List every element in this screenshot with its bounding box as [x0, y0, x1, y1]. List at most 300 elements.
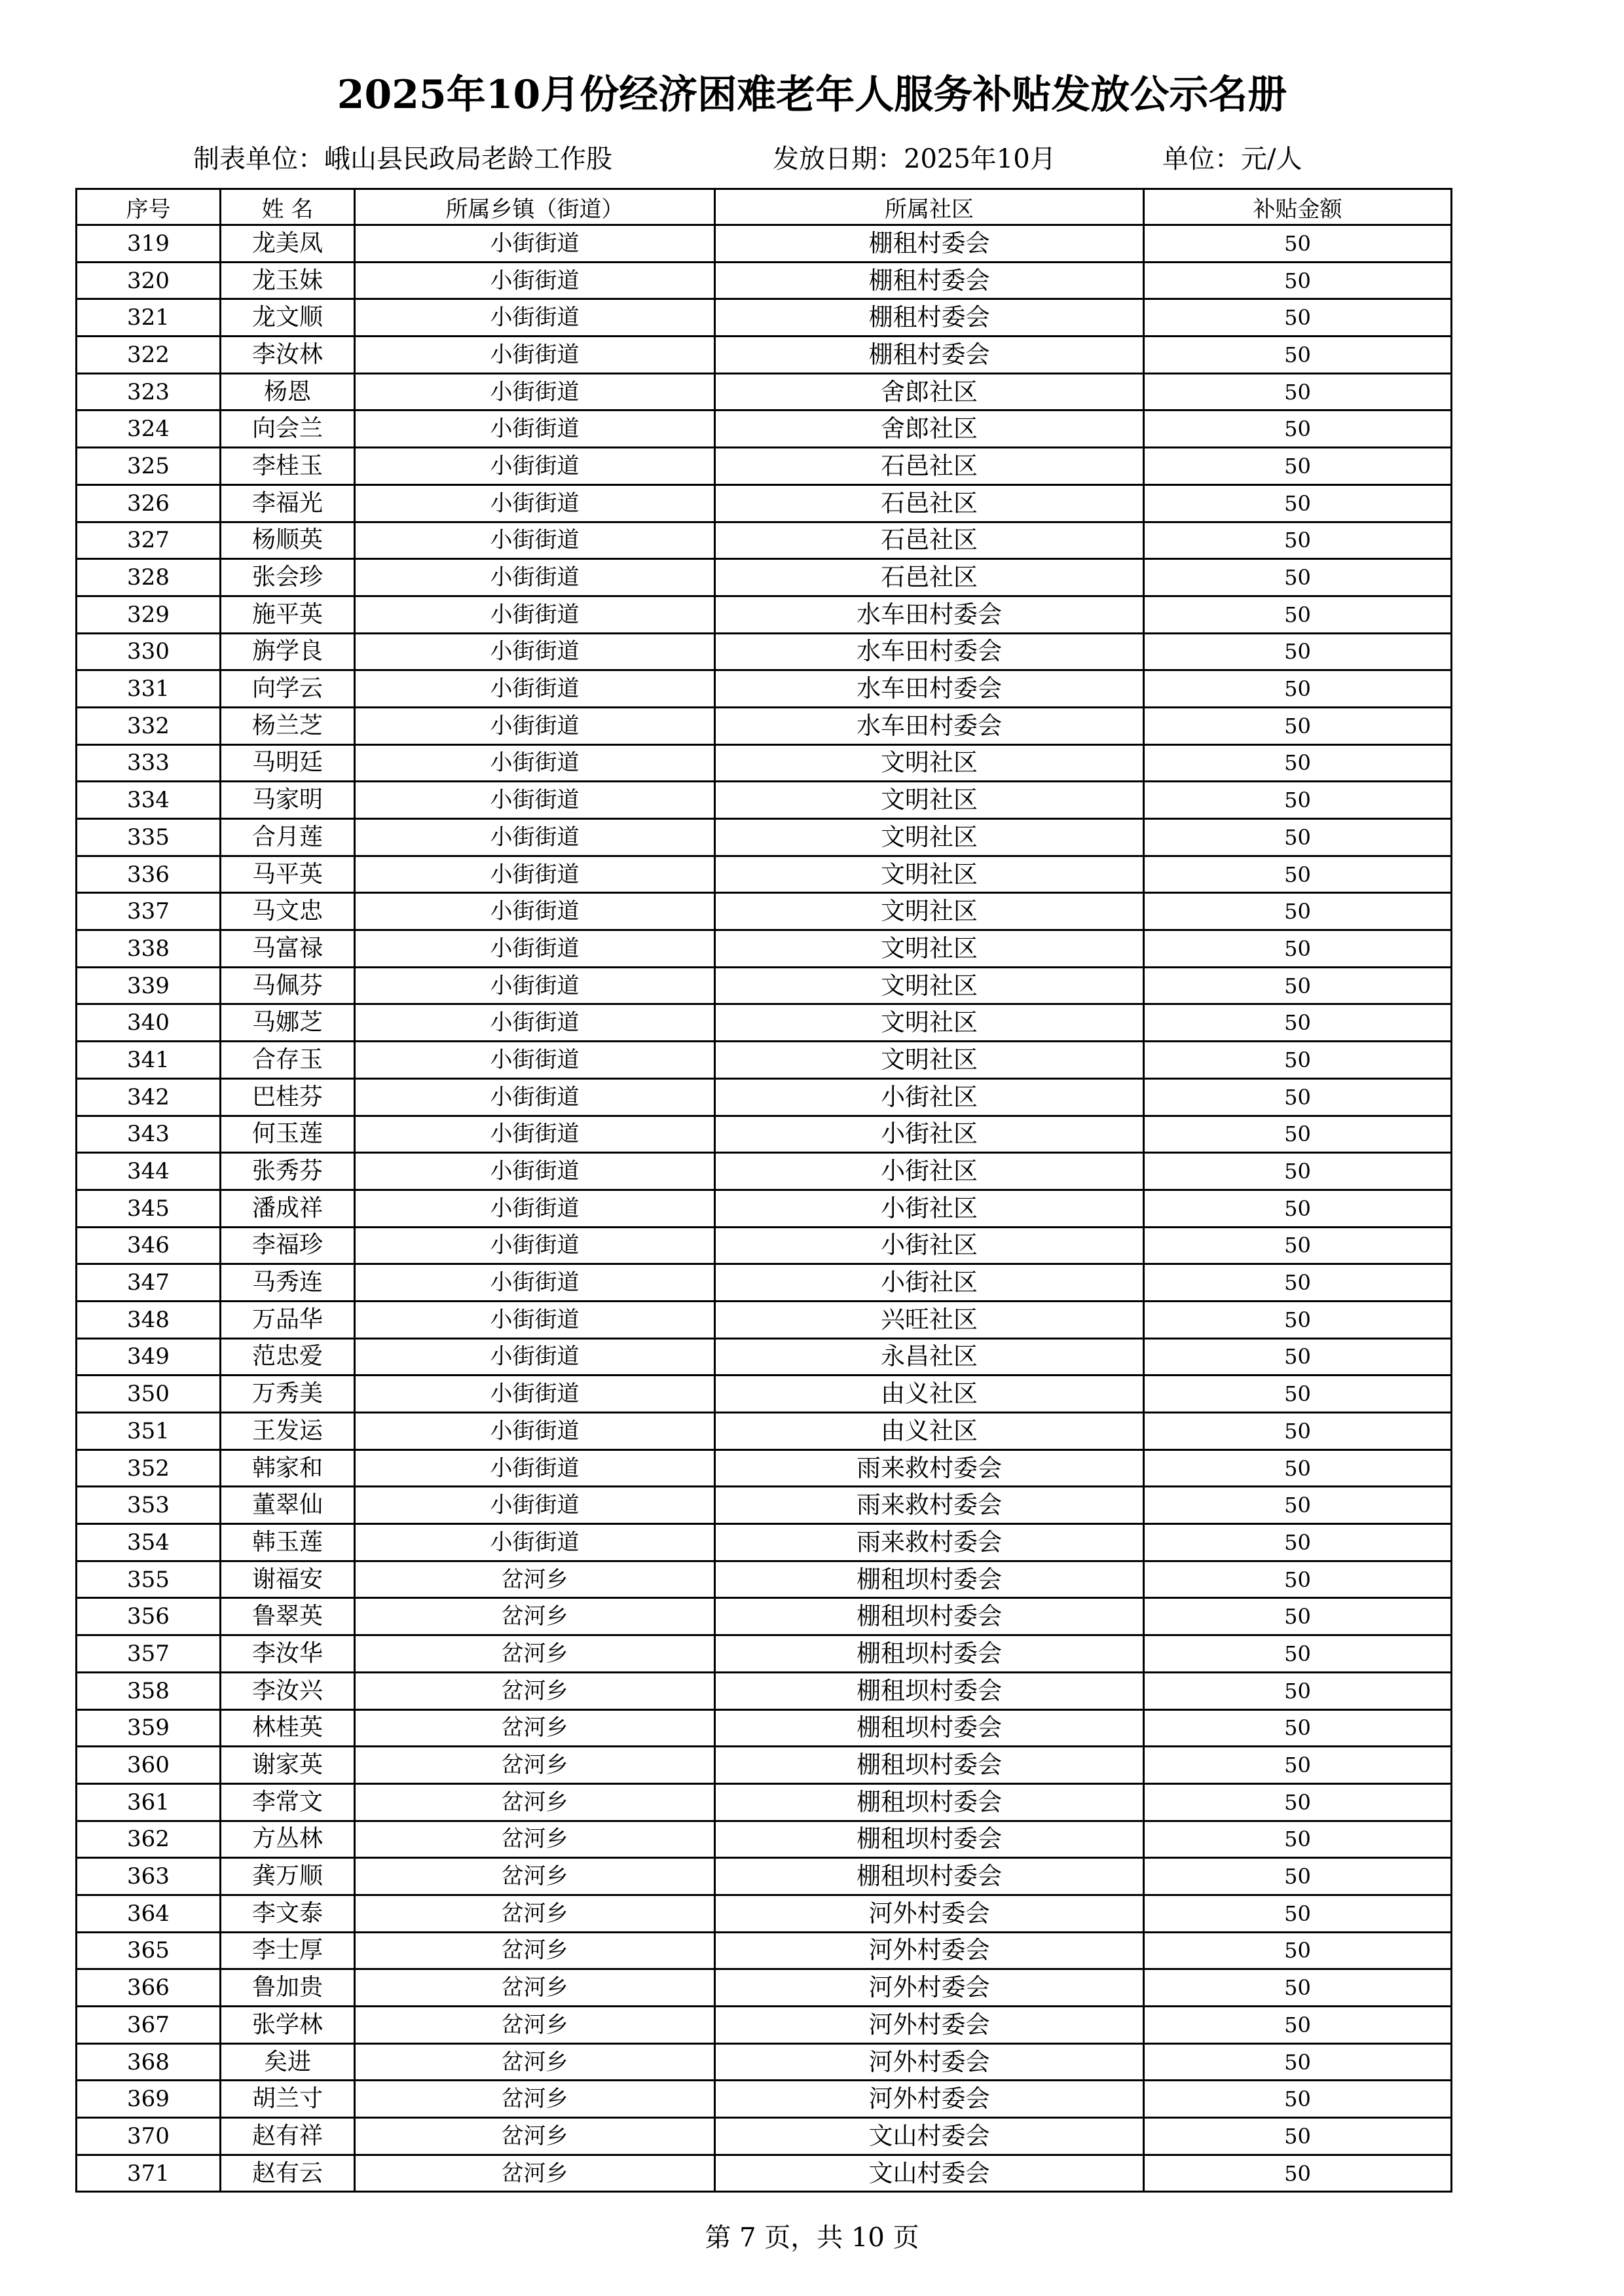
- amount-cell: 50: [1144, 1524, 1452, 1561]
- table-row: [77, 1524, 1452, 1561]
- amount-cell: 50: [1144, 1895, 1452, 1932]
- serial-cell: 339: [77, 967, 221, 1004]
- amount-cell: 50: [1144, 337, 1452, 374]
- amount-cell: 50: [1144, 707, 1452, 744]
- serial-cell: 363: [77, 1858, 221, 1895]
- amount-cell: 50: [1144, 1153, 1452, 1190]
- name-cell: 矣进: [221, 2043, 355, 2081]
- serial-cell: 324: [77, 410, 221, 448]
- township-cell: 小街街道: [355, 559, 715, 596]
- community-cell: 水车田村委会: [715, 596, 1144, 633]
- serial-cell: 368: [77, 2043, 221, 2081]
- community-cell: 棚租村委会: [715, 262, 1144, 299]
- township-cell: 小街街道: [355, 1376, 715, 1413]
- community-cell: 文明社区: [715, 744, 1144, 782]
- issuing-unit: 制表单位：峨山县民政局老龄工作股: [193, 144, 612, 174]
- community-cell: 文明社区: [715, 1042, 1144, 1079]
- community-cell: 棚租村委会: [715, 337, 1144, 374]
- community-cell: 小街社区: [715, 1190, 1144, 1227]
- township-cell: 岔河乡: [355, 1561, 715, 1598]
- name-cell: 李文泰: [221, 1895, 355, 1932]
- township-cell: 小街街道: [355, 1338, 715, 1376]
- amount-cell: 50: [1144, 1190, 1452, 1227]
- amount-cell: 50: [1144, 1598, 1452, 1635]
- name-cell: 李士厚: [221, 1932, 355, 1969]
- table-row: [77, 670, 1452, 708]
- table-row: [77, 1413, 1452, 1450]
- table-row: [77, 2043, 1452, 2081]
- township-cell: 岔河乡: [355, 1969, 715, 2007]
- amount-cell: 50: [1144, 522, 1452, 559]
- table-row: [77, 337, 1452, 374]
- township-cell: 小街街道: [355, 856, 715, 893]
- serial-cell: 320: [77, 262, 221, 299]
- table-row: [77, 930, 1452, 968]
- serial-cell: 352: [77, 1449, 221, 1487]
- township-cell: 小街街道: [355, 299, 715, 337]
- community-cell: 石邑社区: [715, 448, 1144, 485]
- community-cell: 河外村委会: [715, 2081, 1144, 2118]
- col-header-amount: 补贴金额: [1144, 189, 1452, 225]
- table-row: [77, 484, 1452, 522]
- table-row: [77, 1338, 1452, 1376]
- community-cell: 永昌社区: [715, 1338, 1144, 1376]
- amount-cell: 50: [1144, 1932, 1452, 1969]
- amount-cell: 50: [1144, 484, 1452, 522]
- table-row: [77, 893, 1452, 930]
- table-row: [77, 1932, 1452, 1969]
- name-cell: 赵有祥: [221, 2118, 355, 2155]
- table-row: [77, 967, 1452, 1004]
- township-cell: 小街街道: [355, 484, 715, 522]
- amount-cell: 50: [1144, 373, 1452, 410]
- serial-cell: 319: [77, 225, 221, 263]
- name-cell: 马平英: [221, 856, 355, 893]
- name-cell: 龚万顺: [221, 1858, 355, 1895]
- township-cell: 小街街道: [355, 633, 715, 670]
- community-cell: 水车田村委会: [715, 633, 1144, 670]
- township-cell: 岔河乡: [355, 1821, 715, 1858]
- name-cell: 马富禄: [221, 930, 355, 968]
- amount-cell: 50: [1144, 410, 1452, 448]
- name-cell: 马文忠: [221, 893, 355, 930]
- amount-cell: 50: [1144, 1413, 1452, 1450]
- township-cell: 小街街道: [355, 1153, 715, 1190]
- table-header-row: [77, 189, 1452, 225]
- community-cell: 棚租村委会: [715, 299, 1144, 337]
- serial-cell: 335: [77, 819, 221, 856]
- name-cell: 龙文顺: [221, 299, 355, 337]
- table-row: [77, 1598, 1452, 1635]
- serial-cell: 328: [77, 559, 221, 596]
- amount-cell: 50: [1144, 448, 1452, 485]
- table-row: [77, 410, 1452, 448]
- table-row: [77, 1709, 1452, 1747]
- community-cell: 雨来救村委会: [715, 1449, 1144, 1487]
- community-cell: 棚租坝村委会: [715, 1747, 1144, 1784]
- amount-cell: 50: [1144, 670, 1452, 708]
- table-row: [77, 1635, 1452, 1673]
- serial-cell: 338: [77, 930, 221, 968]
- township-cell: 岔河乡: [355, 2043, 715, 2081]
- table-row: [77, 856, 1452, 893]
- name-cell: 韩家和: [221, 1449, 355, 1487]
- subsidy-table-container: [75, 188, 1450, 2193]
- serial-cell: 353: [77, 1487, 221, 1524]
- amount-cell: 50: [1144, 1078, 1452, 1116]
- serial-cell: 348: [77, 1301, 221, 1338]
- name-cell: 马佩芬: [221, 967, 355, 1004]
- serial-cell: 350: [77, 1376, 221, 1413]
- community-cell: 文山村委会: [715, 2118, 1144, 2155]
- page-footer: 第 7 页，共 10 页: [705, 2223, 919, 2253]
- community-cell: 棚租坝村委会: [715, 1858, 1144, 1895]
- township-cell: 小街街道: [355, 522, 715, 559]
- township-cell: 小街街道: [355, 1116, 715, 1153]
- township-cell: 小街街道: [355, 448, 715, 485]
- table-row: [77, 1301, 1452, 1338]
- amount-cell: 50: [1144, 1709, 1452, 1747]
- township-cell: 小街街道: [355, 337, 715, 374]
- serial-cell: 346: [77, 1227, 221, 1264]
- township-cell: 岔河乡: [355, 1709, 715, 1747]
- township-cell: 小街街道: [355, 1227, 715, 1264]
- name-cell: 施平英: [221, 596, 355, 633]
- community-cell: 棚租坝村委会: [715, 1561, 1144, 1598]
- name-cell: 合月莲: [221, 819, 355, 856]
- amount-cell: 50: [1144, 856, 1452, 893]
- name-cell: 李汝林: [221, 337, 355, 374]
- amount-cell: 50: [1144, 1227, 1452, 1264]
- community-cell: 小街社区: [715, 1227, 1144, 1264]
- name-cell: 鲁翠英: [221, 1598, 355, 1635]
- name-cell: 林桂英: [221, 1709, 355, 1747]
- township-cell: 岔河乡: [355, 2081, 715, 2118]
- amount-cell: 50: [1144, 559, 1452, 596]
- amount-cell: 50: [1144, 1672, 1452, 1709]
- amount-cell: 50: [1144, 633, 1452, 670]
- amount-cell: 50: [1144, 1338, 1452, 1376]
- name-cell: 方丛林: [221, 1821, 355, 1858]
- col-header-township: 所属乡镇（街道）: [355, 189, 715, 225]
- serial-cell: 365: [77, 1932, 221, 1969]
- community-cell: 由义社区: [715, 1376, 1144, 1413]
- serial-cell: 326: [77, 484, 221, 522]
- table-row: [77, 782, 1452, 819]
- serial-cell: 364: [77, 1895, 221, 1932]
- table-row: [77, 819, 1452, 856]
- amount-cell: 50: [1144, 262, 1452, 299]
- township-cell: 小街街道: [355, 1190, 715, 1227]
- serial-cell: 337: [77, 893, 221, 930]
- community-cell: 河外村委会: [715, 1969, 1144, 2007]
- serial-cell: 336: [77, 856, 221, 893]
- township-cell: 小街街道: [355, 1449, 715, 1487]
- amount-cell: 50: [1144, 1004, 1452, 1042]
- community-cell: 石邑社区: [715, 484, 1144, 522]
- amount-cell: 50: [1144, 1116, 1452, 1153]
- amount-cell: 50: [1144, 1969, 1452, 2007]
- township-cell: 岔河乡: [355, 2118, 715, 2155]
- table-row: [77, 2081, 1452, 2118]
- subsidy-table: [75, 188, 1452, 2193]
- township-cell: 小街街道: [355, 744, 715, 782]
- serial-cell: 322: [77, 337, 221, 374]
- table-row: [77, 707, 1452, 744]
- community-cell: 河外村委会: [715, 1895, 1144, 1932]
- amount-cell: 50: [1144, 744, 1452, 782]
- township-cell: 小街街道: [355, 596, 715, 633]
- serial-cell: 332: [77, 707, 221, 744]
- table-row: [77, 596, 1452, 633]
- township-cell: 岔河乡: [355, 1747, 715, 1784]
- township-cell: 小街街道: [355, 225, 715, 263]
- community-cell: 棚租坝村委会: [715, 1821, 1144, 1858]
- table-row: [77, 522, 1452, 559]
- township-cell: 岔河乡: [355, 1932, 715, 1969]
- serial-cell: 347: [77, 1264, 221, 1302]
- township-cell: 小街街道: [355, 930, 715, 968]
- name-cell: 万品华: [221, 1301, 355, 1338]
- community-cell: 棚租坝村委会: [715, 1598, 1144, 1635]
- community-cell: 石邑社区: [715, 559, 1144, 596]
- community-cell: 文明社区: [715, 893, 1144, 930]
- table-row: [77, 559, 1452, 596]
- amount-cell: 50: [1144, 1487, 1452, 1524]
- name-cell: 杨恩: [221, 373, 355, 410]
- name-cell: 李常文: [221, 1783, 355, 1821]
- community-cell: 雨来救村委会: [715, 1524, 1144, 1561]
- township-cell: 岔河乡: [355, 1598, 715, 1635]
- table-row: [77, 1561, 1452, 1598]
- amount-cell: 50: [1144, 2007, 1452, 2044]
- col-header-community: 所属社区: [715, 189, 1144, 225]
- township-cell: 岔河乡: [355, 2007, 715, 2044]
- serial-cell: 345: [77, 1190, 221, 1227]
- serial-cell: 357: [77, 1635, 221, 1673]
- serial-cell: 331: [77, 670, 221, 708]
- table-row: [77, 1376, 1452, 1413]
- community-cell: 文明社区: [715, 930, 1144, 968]
- township-cell: 小街街道: [355, 782, 715, 819]
- serial-cell: 354: [77, 1524, 221, 1561]
- serial-cell: 361: [77, 1783, 221, 1821]
- township-cell: 小街街道: [355, 1524, 715, 1561]
- amount-cell: 50: [1144, 2043, 1452, 2081]
- amount-cell: 50: [1144, 2118, 1452, 2155]
- serial-cell: 367: [77, 2007, 221, 2044]
- name-cell: 王发运: [221, 1413, 355, 1450]
- serial-cell: 358: [77, 1672, 221, 1709]
- col-header-serial: 序号: [77, 189, 221, 225]
- page-title: 2025年10月份经济困难老年人服务补贴发放公示名册: [337, 72, 1287, 118]
- community-cell: 棚租村委会: [715, 225, 1144, 263]
- table-row: [77, 1449, 1452, 1487]
- name-cell: 何玉莲: [221, 1116, 355, 1153]
- name-cell: 马娜芝: [221, 1004, 355, 1042]
- community-cell: 水车田村委会: [715, 707, 1144, 744]
- township-cell: 小街街道: [355, 1264, 715, 1302]
- serial-cell: 355: [77, 1561, 221, 1598]
- township-cell: 小街街道: [355, 1004, 715, 1042]
- township-cell: 小街街道: [355, 1042, 715, 1079]
- table-row: [77, 1153, 1452, 1190]
- amount-cell: 50: [1144, 782, 1452, 819]
- amount-cell: 50: [1144, 1449, 1452, 1487]
- serial-cell: 349: [77, 1338, 221, 1376]
- serial-cell: 340: [77, 1004, 221, 1042]
- table-row: [77, 744, 1452, 782]
- name-cell: 万秀美: [221, 1376, 355, 1413]
- township-cell: 岔河乡: [355, 1895, 715, 1932]
- township-cell: 岔河乡: [355, 1672, 715, 1709]
- community-cell: 小街社区: [715, 1153, 1144, 1190]
- serial-cell: 327: [77, 522, 221, 559]
- name-cell: 谢家英: [221, 1747, 355, 1784]
- table-row: [77, 1821, 1452, 1858]
- community-cell: 文明社区: [715, 819, 1144, 856]
- amount-cell: 50: [1144, 967, 1452, 1004]
- serial-cell: 351: [77, 1413, 221, 1450]
- serial-cell: 325: [77, 448, 221, 485]
- table-row: [77, 299, 1452, 337]
- community-cell: 棚租坝村委会: [715, 1635, 1144, 1673]
- township-cell: 小街街道: [355, 373, 715, 410]
- table-row: [77, 1969, 1452, 2007]
- community-cell: 棚租坝村委会: [715, 1783, 1144, 1821]
- table-row: [77, 1078, 1452, 1116]
- name-cell: 向学云: [221, 670, 355, 708]
- community-cell: 水车田村委会: [715, 670, 1144, 708]
- community-cell: 小街社区: [715, 1078, 1144, 1116]
- serial-cell: 330: [77, 633, 221, 670]
- name-cell: 马明廷: [221, 744, 355, 782]
- name-cell: 范忠爱: [221, 1338, 355, 1376]
- table-row: [77, 448, 1452, 485]
- name-cell: 董翠仙: [221, 1487, 355, 1524]
- township-cell: 小街街道: [355, 1078, 715, 1116]
- serial-cell: 334: [77, 782, 221, 819]
- amount-cell: 50: [1144, 893, 1452, 930]
- name-cell: 李汝华: [221, 1635, 355, 1673]
- community-cell: 石邑社区: [715, 522, 1144, 559]
- table-row: [77, 1190, 1452, 1227]
- township-cell: 小街街道: [355, 1413, 715, 1450]
- amount-cell: 50: [1144, 1042, 1452, 1079]
- community-cell: 河外村委会: [715, 1932, 1144, 1969]
- name-cell: 杨兰芝: [221, 707, 355, 744]
- table-row: [77, 633, 1452, 670]
- amount-cell: 50: [1144, 596, 1452, 633]
- table-row: [77, 2118, 1452, 2155]
- currency-unit: 单位：元/人: [1162, 144, 1302, 174]
- name-cell: 龙玉妹: [221, 262, 355, 299]
- name-cell: 张学林: [221, 2007, 355, 2044]
- amount-cell: 50: [1144, 1821, 1452, 1858]
- community-cell: 文明社区: [715, 967, 1144, 1004]
- name-cell: 马家明: [221, 782, 355, 819]
- name-cell: 马秀连: [221, 1264, 355, 1302]
- table-row: [77, 225, 1452, 263]
- name-cell: 张秀芬: [221, 1153, 355, 1190]
- amount-cell: 50: [1144, 1858, 1452, 1895]
- name-cell: 李福光: [221, 484, 355, 522]
- serial-cell: 329: [77, 596, 221, 633]
- table-row: [77, 1858, 1452, 1895]
- name-cell: 向会兰: [221, 410, 355, 448]
- community-cell: 兴旺社区: [715, 1301, 1144, 1338]
- name-cell: 龙美凤: [221, 225, 355, 263]
- township-cell: 小街街道: [355, 707, 715, 744]
- name-cell: 赵有云: [221, 2155, 355, 2192]
- serial-cell: 371: [77, 2155, 221, 2192]
- amount-cell: 50: [1144, 1301, 1452, 1338]
- col-header-name: 姓 名: [221, 189, 355, 225]
- issue-date: 发放日期：2025年10月: [773, 144, 1056, 174]
- township-cell: 小街街道: [355, 410, 715, 448]
- community-cell: 文明社区: [715, 782, 1144, 819]
- community-cell: 舍郎社区: [715, 410, 1144, 448]
- community-cell: 棚租坝村委会: [715, 1672, 1144, 1709]
- community-cell: 小街社区: [715, 1116, 1144, 1153]
- table-row: [77, 262, 1452, 299]
- community-cell: 河外村委会: [715, 2043, 1144, 2081]
- serial-cell: 343: [77, 1116, 221, 1153]
- township-cell: 小街街道: [355, 893, 715, 930]
- amount-cell: 50: [1144, 1264, 1452, 1302]
- amount-cell: 50: [1144, 819, 1452, 856]
- name-cell: 李桂玉: [221, 448, 355, 485]
- table-row: [77, 2007, 1452, 2044]
- township-cell: 小街街道: [355, 1301, 715, 1338]
- name-cell: 潘成祥: [221, 1190, 355, 1227]
- table-row: [77, 1487, 1452, 1524]
- name-cell: 张会珍: [221, 559, 355, 596]
- community-cell: 河外村委会: [715, 2007, 1144, 2044]
- amount-cell: 50: [1144, 1747, 1452, 1784]
- name-cell: 合存玉: [221, 1042, 355, 1079]
- community-cell: 舍郎社区: [715, 373, 1144, 410]
- serial-cell: 342: [77, 1078, 221, 1116]
- table-row: [77, 1895, 1452, 1932]
- amount-cell: 50: [1144, 1561, 1452, 1598]
- serial-cell: 366: [77, 1969, 221, 2007]
- name-cell: 杨顺英: [221, 522, 355, 559]
- community-cell: 棚租坝村委会: [715, 1709, 1144, 1747]
- amount-cell: 50: [1144, 1376, 1452, 1413]
- name-cell: 旃学良: [221, 633, 355, 670]
- community-cell: 文山村委会: [715, 2155, 1144, 2192]
- table-row: [77, 1264, 1452, 1302]
- serial-cell: 323: [77, 373, 221, 410]
- name-cell: 谢福安: [221, 1561, 355, 1598]
- table-row: [77, 1227, 1452, 1264]
- name-cell: 胡兰寸: [221, 2081, 355, 2118]
- serial-cell: 362: [77, 1821, 221, 1858]
- table-row: [77, 373, 1452, 410]
- township-cell: 岔河乡: [355, 1858, 715, 1895]
- name-cell: 鲁加贵: [221, 1969, 355, 2007]
- community-cell: 由义社区: [715, 1413, 1144, 1450]
- serial-cell: 370: [77, 2118, 221, 2155]
- table-row: [77, 1747, 1452, 1784]
- serial-cell: 369: [77, 2081, 221, 2118]
- name-cell: 韩玉莲: [221, 1524, 355, 1561]
- township-cell: 小街街道: [355, 1487, 715, 1524]
- name-cell: 李福珍: [221, 1227, 355, 1264]
- table-row: [77, 1672, 1452, 1709]
- community-cell: 雨来救村委会: [715, 1487, 1144, 1524]
